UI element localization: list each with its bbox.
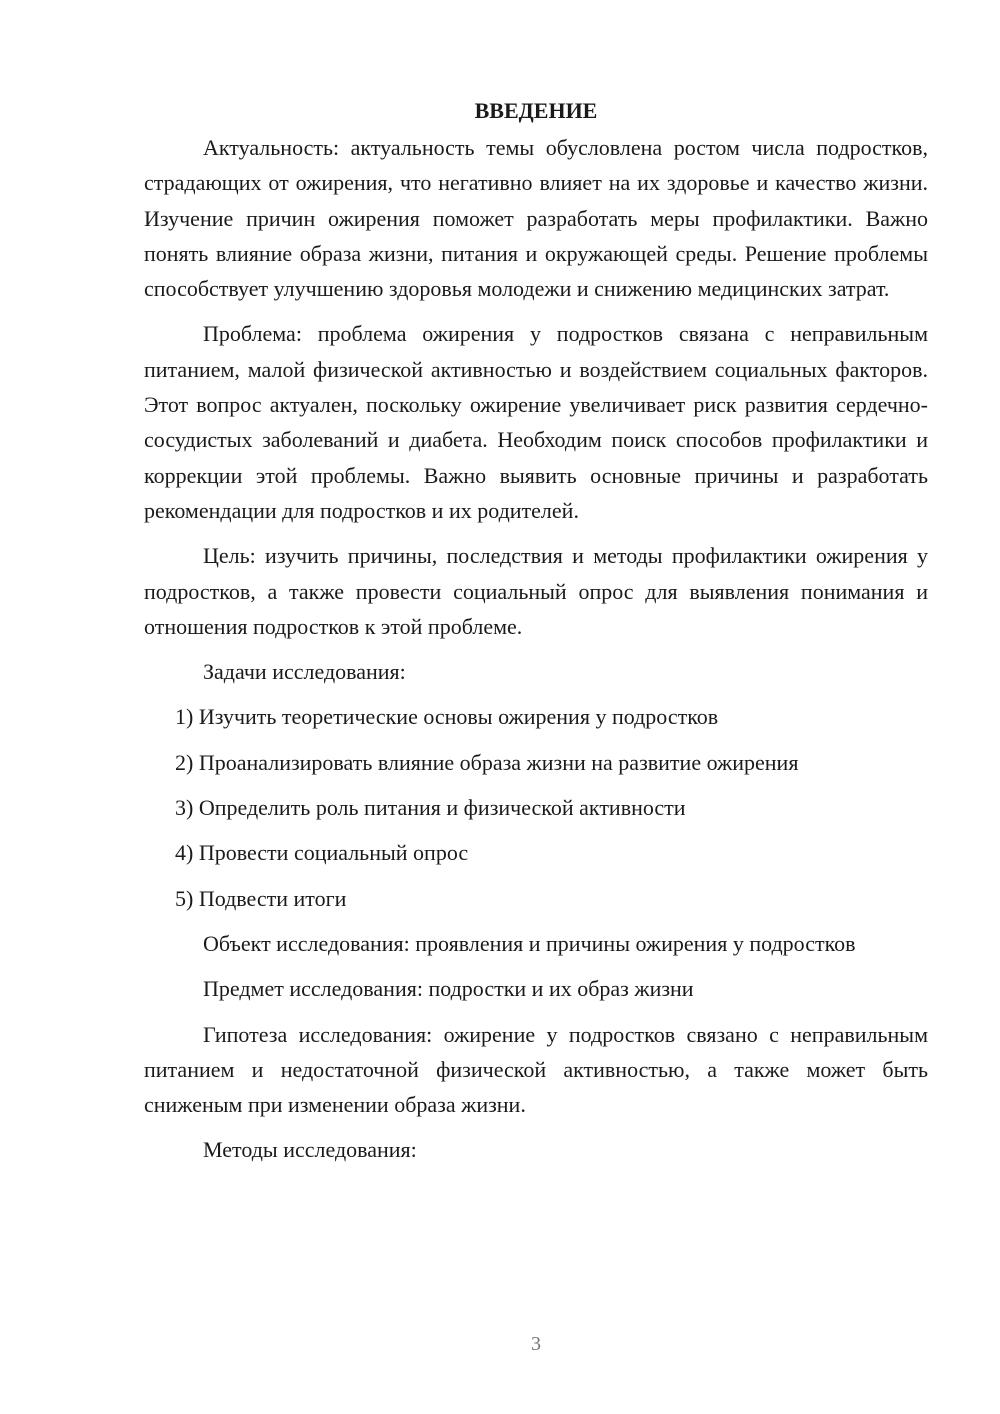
goal-paragraph: Цель: изучить причины, последствия и методы профилактики ожирения у подростков, а также провести социальный опрос для выявления понимания и отношения подростков к этой проблеме. xyxy=(144,543,928,639)
section-title: ВВЕДЕНИЕ xyxy=(474,98,598,123)
page-content xyxy=(144,96,928,1178)
task-item: 5) Подвести итоги xyxy=(175,885,347,911)
subject-paragraph: Предмет исследования: подростки и их образ жизни xyxy=(203,976,694,1002)
task-item: 1) Изучить теоретические основы ожирения у подростков xyxy=(175,704,719,730)
task-item: 2) Проанализировать влияние образа жизни на развитие ожирения xyxy=(175,749,799,775)
methods-heading: Методы исследования: xyxy=(203,1137,417,1163)
problem-paragraph: Проблема: проблема ожирения у подростков связана с неправильным питанием, малой физической активностью и воздействием социальных факторов. Этот вопрос актуален, поскольку ожирение увеличивает риск развития сердечно-сосудистых заболеваний и диабета. Необходим поиск способов профилактики и коррекции этой проблемы. Важно выявить основные причины и разработать рекомендации для подростков и их родителей. xyxy=(144,321,928,523)
tasks-list xyxy=(144,699,928,915)
relevance-paragraph: Актуальность: актуальность темы обусловлена ростом числа подростков, страдающих от ожирения, что негативно влияет на их здоровье и качество жизни. Изучение причин ожирения поможет разработать меры профилактики. Важно понять влияние образа жизни, питания и окружающей среды. Решение проблемы способствует улучшению здоровья молодежи и снижению медицинских затрат. xyxy=(144,135,928,302)
hypothesis-paragraph: Гипотеза исследования: ожирение у подростков связано с неправильным питанием и недостаточной физической активностью, а также может быть сниженым при изменении образа жизни. xyxy=(144,1021,928,1118)
tasks-heading: Задачи исследования: xyxy=(203,659,406,685)
task-item: 4) Провести социальный опрос xyxy=(175,840,469,866)
task-item: 3) Определить роль питания и физической активности xyxy=(175,795,686,821)
object-paragraph: Объект исследования: проявления и причины ожирения у подростков xyxy=(203,930,856,956)
page-number: 3 xyxy=(531,1333,541,1355)
